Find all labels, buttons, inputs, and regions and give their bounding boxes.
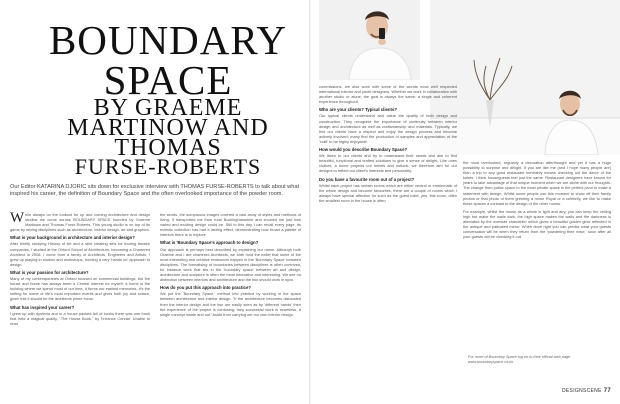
portrait-photo-desk [430, 0, 620, 155]
drop-cap: W [10, 212, 25, 226]
question: How would you describe Boundary Space? [319, 147, 408, 153]
right-column-2 [463, 160, 611, 350]
page-number: 77 [603, 388, 611, 394]
headline-line-4: MARTINOW AND [67, 115, 269, 141]
body-paragraph: For example, whilst the house as a whole is light and airy, you can keep the ceiling high but make the walls dark, the high space makes the walls and the darkness is alleviated by the oversize chandelier which gives a beautiful golden glow reflected in the antique and patinated mirror. When done right you can predict what your guests conversation will be when they return from the 'powdering their nose,' soon after all your guests will be checking it out. [463, 208, 611, 240]
body-paragraph: hile always on the lookout for up and coming architecture and design studios we come across BOUNDARY SPACE founded by Graeme Martinow and Thomas Furse-Roberts. This young studio is on top of its game by mixing disciplines such as architecture, interior design, art and graphics. [10, 212, 150, 233]
body-paragraph: commissions, we also work with some of the worlds most well respected international interior and yacht designers. Whether we work in collaboration with another studio or alone, the goal is always the same; a single and coherent experience throughout. [319, 84, 457, 105]
question: What is your background in architecture and interior design? [10, 235, 135, 241]
page-gutter [309, 0, 311, 404]
standfirst: Our Editor KATARINA DJORIC sits down for exclusive interview with THOMAS FURSE-ROBERTS to talk about what inspired his career, the definition of Boundary Space and the often overlooked importance of the powder room. [10, 184, 299, 198]
answer: Our approach is perhaps best described by explaining our name. Although both Graeme and I are chartered Architects, we both hold the belief that some of the most interesting and creative endeavors happen in the 'Boundary Space' between disciplines. The formalising of boundaries between disciplines is often contrived, for instance work that sits in the 'boundary space' between art and design, architecture and sculpture is often the most innovative and interesting. We see no distinction between interiors and architecture and the two should work in sync. [160, 246, 301, 283]
page-folio [562, 388, 611, 394]
headline-line-5: THOMAS [114, 135, 222, 161]
headline-line-6: FURSE-ROBERTS [74, 154, 262, 179]
question: How do you put this approach into practice? [160, 285, 251, 291]
question: Who are your clients? Typical clients? [319, 107, 397, 113]
answer: I grew up with dyslexia and in a house packed full of books there was one book that held a magical quality, "The House Book," by Terrance Conran. Unable to read [10, 310, 150, 326]
photo-caption: For more of Boundary Space log on to their official web page www.boundaryspace.co.uk [468, 355, 571, 364]
question: What has inspired your career? [10, 304, 75, 310]
answer: Many of my contemporaries at Oxford focused on commercial buildings, but the house and home has always been a Central interest for myself; a home is the building where we spend most of our time, it forms our earliest memories, it's the setting for some of life's most important events and gives both joy and solace, given this it should be the architects prime focus. [10, 276, 150, 302]
headline-line-2: SPACE [103, 57, 233, 103]
answer: Whilst each project has certain rooms which are either central or emblematic of the whole design and become favourites, there are a couple of rooms which I always have special affection for such as the guest toilet, yes, this room, often the smallest room in the house is often [319, 182, 457, 203]
body-paragraph: the most overlooked, regularly a decoration afterthought and yet it has a huge possibility to surprise and delight. If you are like me (and I hope many people are) then a trip to any good restaurant inevitably means checking out the decor of the toilets. I think houseguests feel just the same. Restaurant designers have known for years to take advantage of that unique moment when we are alone with our thoughts. The change from public space to the most private space is the perfect pivot to make a statement with design. Whilst some people use this moment to show off their family photos or that photo of them greeting a minor Royal or a celebrity, we like to make these spaces a contrast to the design of the other rooms. [463, 160, 611, 206]
question: What is 'Boundary Space's approach to design? [160, 240, 259, 246]
answer: Our typical clients understand and value the quality of both design and construction. They recognise the importance of continuity between interior design and architecture as well as craftsmanship and materials. Typically, we find our clients have a respect and enjoy the design process and become actively involved; many find the production of samples and appreciation of the 'craft' to be highly enjoyable. [319, 113, 457, 144]
left-column-1 [10, 212, 150, 400]
answer: After briefly studying History of Art and a stint creating sets for touring theatre companies, I studied at the Oxford School of Architecture, becoming a Chartered Architect in 2008. I come from a family of Architects, Engineers and Artists, I grew up playing in studios and workshops, forming a very 'hands on' approach to design. [10, 241, 150, 267]
headline-line-3: BY GRAEME [93, 95, 243, 121]
magazine-name: DESIGNSCENE [562, 388, 602, 394]
question: What is your passion for architecture? [10, 269, 89, 275]
body-paragraph: the words, the sumptuous images covered a vast array of styles and methods of living. It transported me from rural Buckinghamshire and showed me just how varied and exciting design could be. Still to this day I can recall every page, its eclectic collection has had a lasting effect, demonstrating how broad a palette of interiors there is to explore. [160, 212, 301, 238]
question: Do you have a favourite room out of a project? [319, 176, 415, 182]
headline-line-1: BOUNDARY [48, 17, 288, 63]
left-column-2 [160, 212, 301, 400]
right-column-1 [319, 0, 457, 380]
answer: We listen to our clients and try to understand their needs and aim to find beautiful, functional and crafted solutions to give a sense of delight. Like ones clothes, a home projects our beliefs and outlook, we therefore aim for our designs to reflect our client's interests and personality. [319, 153, 457, 174]
answer: We put the 'Boundary Space,' method into practice by working in the space between architecture and interior design. "If the architecture becomes dislocated from the interior design and the two are easily seen as by 'different hands' then the experience of the project is confusing; truly successful work is seamless, a single concept inside and out" Aside from carrying out our own interior design [160, 291, 301, 317]
